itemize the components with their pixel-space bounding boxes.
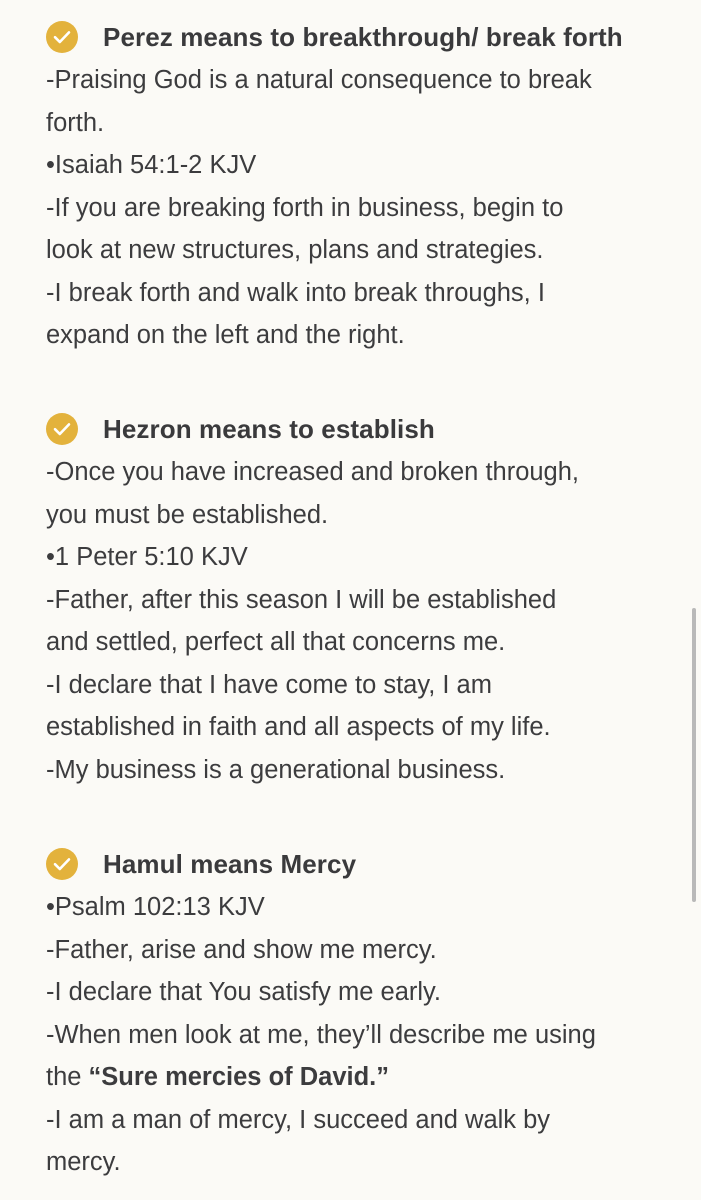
- check-circle-icon: [46, 21, 78, 53]
- vertical-scrollbar[interactable]: [692, 608, 696, 902]
- text-prefix: the: [46, 1063, 89, 1091]
- text-line: -Father, after this season I will be established: [46, 585, 557, 614]
- scripture-reference: •1 Peter 5:10 KJV: [46, 543, 248, 571]
- heading-text: Hamul means Mercy: [103, 848, 357, 879]
- section-hezron: [46, 407, 676, 791]
- section-heading: [46, 407, 676, 451]
- text-line: mercy.: [46, 1148, 121, 1176]
- text-line: you must be established.: [46, 500, 329, 529]
- section-body: [46, 451, 676, 791]
- check-circle-icon: [46, 413, 78, 445]
- check-circle-icon: [46, 848, 78, 880]
- text-line: -If you are breaking forth in business, begin to: [46, 193, 564, 222]
- text-line: and settled, perfect all that concerns me.: [46, 628, 506, 656]
- text-line: -I am a man of mercy, I succeed and walk by: [46, 1105, 551, 1134]
- section-perez: [46, 15, 676, 357]
- section-heading: [46, 15, 676, 59]
- text-line: look at new structures, plans and strategies.: [46, 236, 544, 264]
- text-line: expand on the left and the right.: [46, 321, 405, 349]
- section-body: [46, 886, 676, 1184]
- bold-quote: “Sure mercies of David.”: [88, 1063, 389, 1091]
- text-line: -Father, arise and show me mercy.: [46, 935, 437, 964]
- text-line: -My business is a generational business.: [46, 755, 506, 784]
- text-line: -I declare that I have come to stay, I am: [46, 670, 492, 699]
- text-line: -When men look at me, they’ll describe me using: [46, 1020, 596, 1049]
- text-line: -Praising God is a natural consequence to break: [46, 66, 592, 94]
- text-line: forth.: [46, 108, 105, 137]
- section-heading: [46, 842, 676, 886]
- heading-text: Perez means to breakthrough/ break forth: [103, 21, 623, 52]
- heading-text: Hezron means to establish: [103, 413, 435, 444]
- text-line: -Once you have increased and broken through,: [46, 458, 580, 486]
- scripture-reference: •Isaiah 54:1-2 KJV: [46, 151, 257, 179]
- text-line: -I declare that You satisfy me early.: [46, 978, 441, 1006]
- section-body: [46, 59, 676, 357]
- text-line: established in faith and all aspects of my life.: [46, 713, 551, 741]
- scripture-reference: •Psalm 102:13 KJV: [46, 893, 265, 921]
- text-line: -I break forth and walk into break throughs, I: [46, 278, 545, 307]
- section-hamul: [46, 842, 676, 1184]
- text-line-mixed: [46, 1056, 676, 1099]
